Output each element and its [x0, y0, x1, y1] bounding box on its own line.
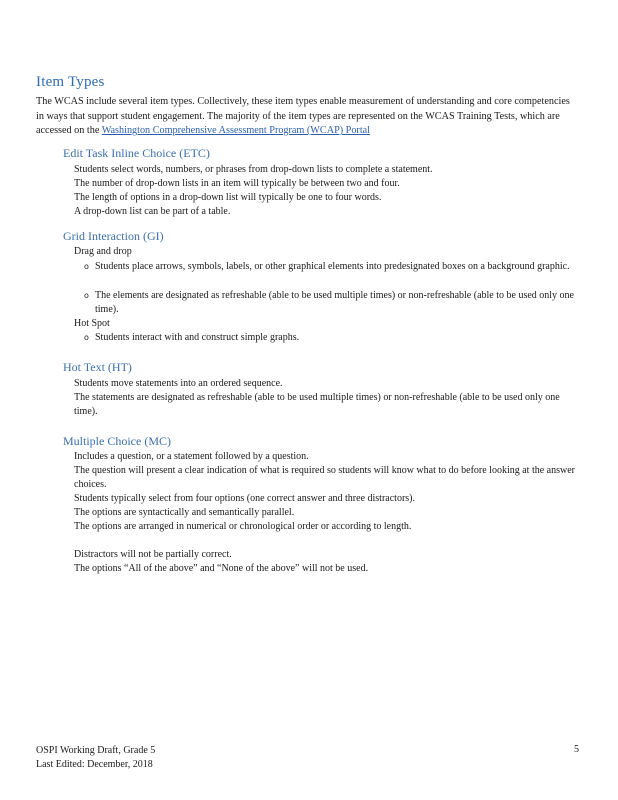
page-footer	[36, 744, 155, 772]
list-item: The options “All of the above” and “None of the above” will not be used.	[74, 563, 369, 574]
list-item: Drag and drop	[74, 246, 132, 257]
list-item: Distractors will not be partially correct.	[74, 549, 232, 560]
list-item: The statements are designated as refreshable (able to be used multiple times) or non-refreshable (able to be used only one time).	[74, 392, 560, 417]
footer-draft-line: OSPI Working Draft, Grade 5	[36, 745, 156, 756]
wcap-portal-link[interactable]: Washington Comprehensive Assessment Program (WCAP) Portal	[101, 125, 371, 136]
section-title-gi: Grid Interaction (GI)	[63, 229, 164, 243]
intro-text: The WCAS include several item types. Collectively, these item types enable measurement of understanding and core competencies in ways that support student engagement. The majority of the item types are represented on the WCAS Training Tests, which are accessed on the	[36, 96, 570, 136]
list-item: Includes a question, or a statement followed by a question.	[74, 451, 309, 462]
sub-bullet-icon: o	[84, 291, 89, 300]
list-item: The number of drop-down lists in an item will typically be between two and four.	[74, 178, 400, 189]
list-item: Hot Spot	[74, 318, 110, 329]
list-item: Students typically select from four options (one correct answer and three distractors).	[74, 493, 416, 504]
sub-list-item: o Students place arrows, symbols, labels, or other graphical elements into predesignated boxes on a background graphic.	[84, 261, 570, 272]
sub-list-item: o Students interact with and construct simple graphs.	[84, 332, 300, 343]
footer-edited-line: Last Edited: December, 2018	[36, 759, 153, 770]
list-item: The question will present a clear indication of what is required so students will know what to do before looking at the answer choices.	[74, 465, 575, 490]
list-item: Students select words, numbers, or phrases from drop-down lists to complete a statement.	[74, 164, 433, 175]
sub-bullet-icon: o	[84, 262, 89, 271]
section-title-mc: Multiple Choice (MC)	[63, 434, 171, 448]
list-item: The options are arranged in numerical or chronological order or according to length.	[74, 521, 412, 532]
page-heading: Item Types	[36, 74, 105, 90]
section-title-etc: Edit Task Inline Choice (ETC)	[63, 146, 210, 160]
section-title-ht: Hot Text (HT)	[63, 360, 132, 374]
list-item: The length of options in a drop-down list will typically be one to four words.	[74, 192, 382, 203]
list-item: The options are syntactically and semantically parallel.	[74, 507, 295, 518]
sub-list-item: o The elements are designated as refreshable (able to be used multiple times) or non-refreshable (able to be used only one time).	[84, 290, 574, 315]
intro-paragraph	[36, 95, 576, 139]
list-item: A drop-down list can be part of a table.	[74, 206, 231, 217]
list-item: Students move statements into an ordered sequence.	[74, 378, 283, 389]
sub-bullet-icon: o	[84, 333, 89, 342]
page-number: 5	[574, 744, 579, 755]
